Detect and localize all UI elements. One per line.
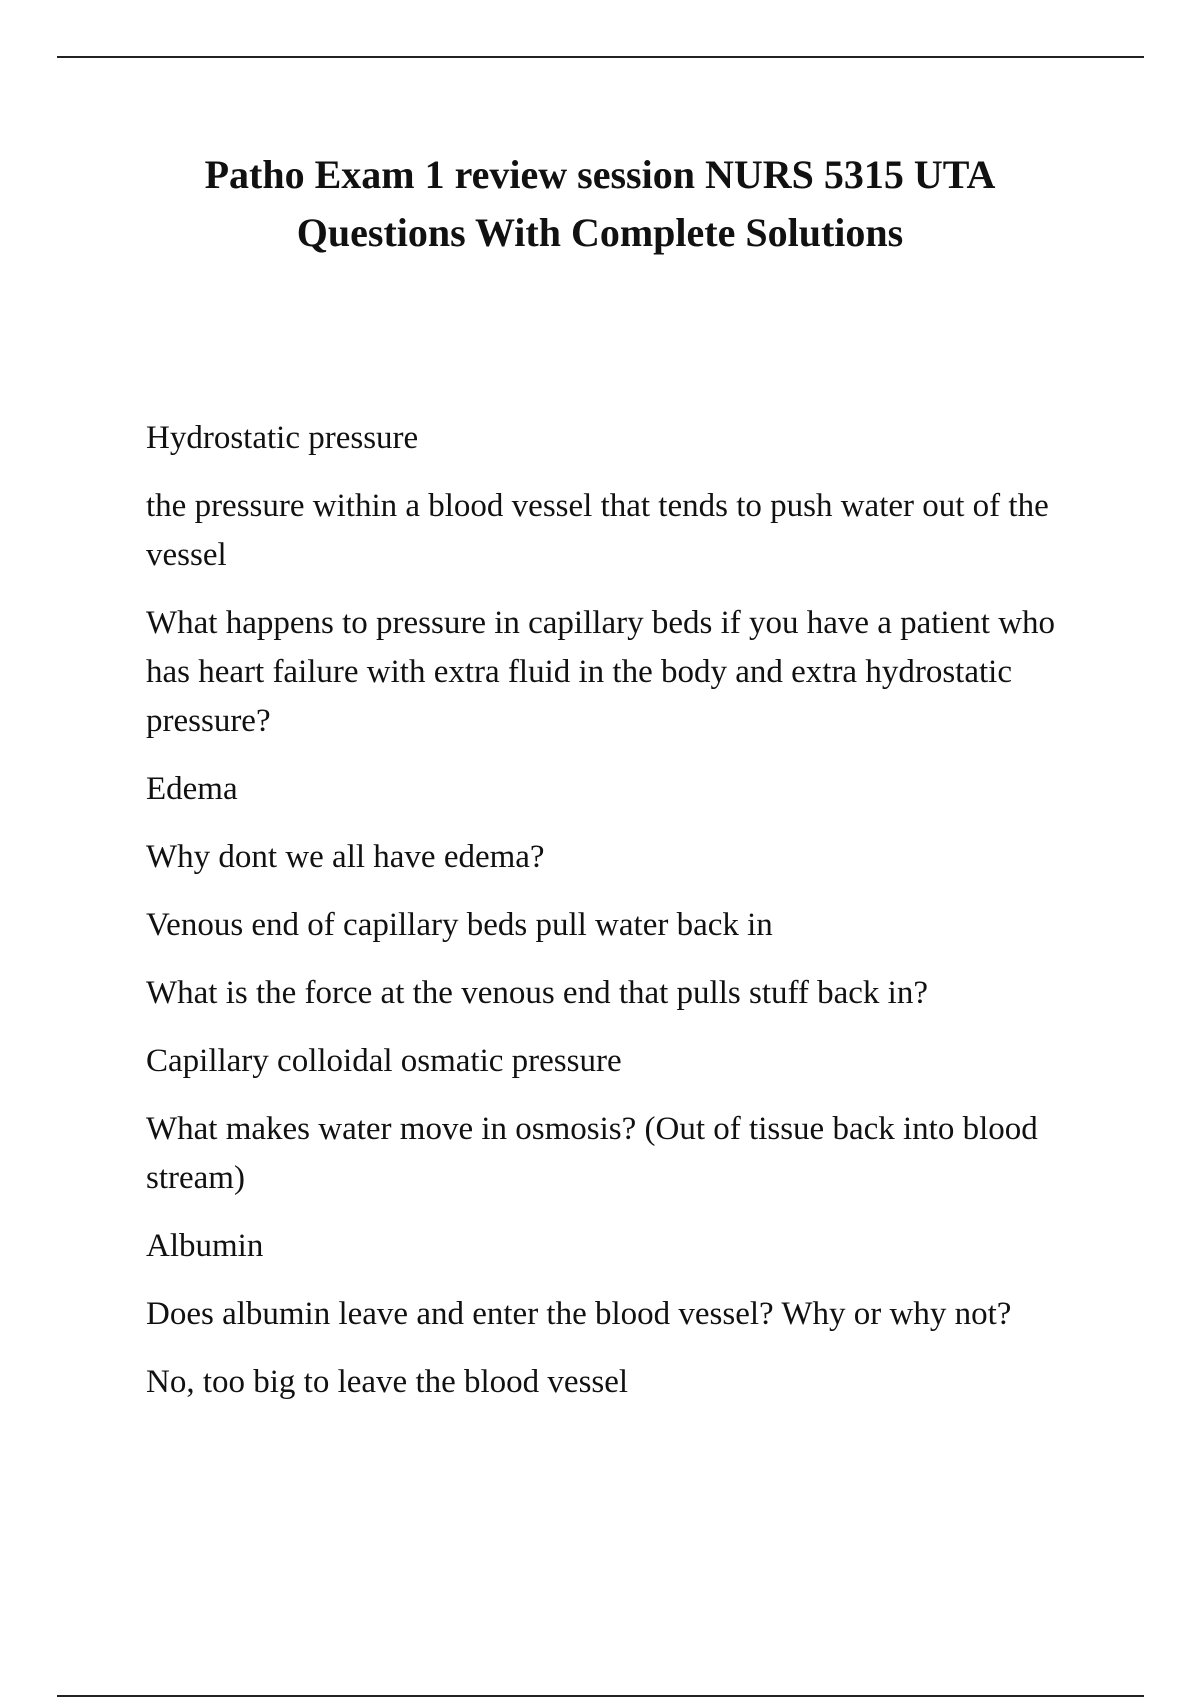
answer-colloidal-pressure: Capillary colloidal osmatic pressure	[146, 1043, 622, 1079]
answer-albumin: Albumin	[146, 1228, 264, 1264]
answer-albumin-too-big: No, too big to leave the blood vessel	[146, 1364, 629, 1400]
answer-venous-end: Venous end of capillary beds pull water back in	[146, 907, 773, 943]
definition-hydrostatic-pressure: the pressure within a blood vessel that tends to push water out of the vessel	[146, 488, 1049, 573]
document-body	[146, 414, 1106, 1426]
question-albumin-movement: Does albumin leave and enter the blood vessel? Why or why not?	[146, 1296, 1012, 1332]
question-capillary-pressure: What happens to pressure in capillary beds if you have a patient who has heart failure with extra fluid in the body and extra hydrostatic pressure?	[146, 605, 1056, 739]
term-hydrostatic-pressure: Hydrostatic pressure	[146, 420, 419, 456]
page-title	[100, 146, 1100, 262]
question-osmosis: What makes water move in osmosis? (Out of tissue back into blood stream)	[146, 1111, 1038, 1196]
bottom-rule	[57, 1695, 1144, 1697]
title-line-2: Questions With Complete Solutions	[296, 210, 904, 255]
question-why-no-edema: Why dont we all have edema?	[146, 839, 545, 875]
question-venous-force: What is the force at the venous end that pulls stuff back in?	[146, 975, 928, 1011]
title-line-1: Patho Exam 1 review session NURS 5315 UTA	[204, 152, 996, 197]
top-rule	[57, 56, 1144, 58]
answer-edema: Edema	[146, 771, 238, 807]
